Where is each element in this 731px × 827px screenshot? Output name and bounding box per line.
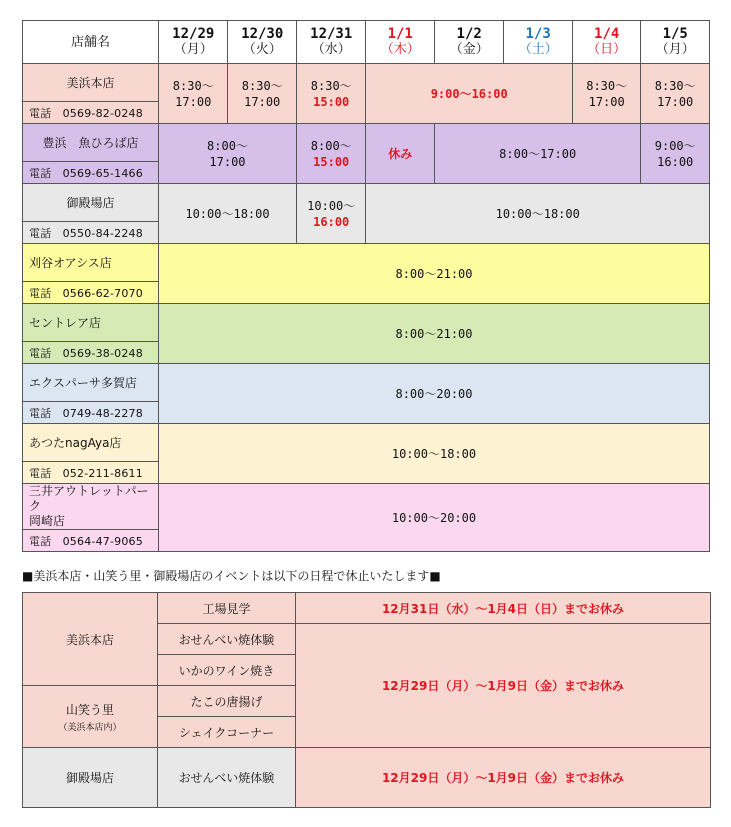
store-phone: 電話 0569-65-1466 [23, 162, 159, 184]
hours-cell: 10:00〜 16:00 [296, 184, 366, 244]
hours-cell: 8:00〜20:00 [158, 364, 709, 424]
closure-period: 12月29日（月）〜1月9日（金）までお休み [296, 748, 711, 808]
event-item: おせんべい焼体験 [158, 748, 296, 808]
hours-cell: 10:00〜18:00 [366, 184, 710, 244]
store-phone: 電話 0569-38-0248 [23, 342, 159, 364]
date-header: 1/2 （金） [434, 21, 504, 64]
event-notice: ■美浜本店・山笑う里・御殿場店のイベントは以下の日程で休止いたします■ [22, 569, 441, 583]
hours-cell: 10:00〜18:00 [158, 424, 709, 484]
store-name: あつたnagAya店 [23, 424, 159, 462]
hours-cell: 8:00〜 15:00 [296, 124, 366, 184]
hours-cell: 8:00〜17:00 [434, 124, 640, 184]
date-header: 1/5 （月） [641, 21, 710, 64]
store-phone: 電話 0566-62-7070 [23, 282, 159, 304]
hours-cell: 8:30〜 17:00 [158, 64, 228, 124]
hours-cell: 8:30〜 17:00 [641, 64, 710, 124]
store-phone: 電話 0550-84-2248 [23, 222, 159, 244]
store-name: セントレア店 [23, 304, 159, 342]
closure-period: 12月31日（水）〜1月4日（日）までお休み [296, 593, 711, 624]
hours-cell: 8:00〜21:00 [158, 304, 709, 364]
business-hours-table [22, 20, 710, 552]
header-row [23, 21, 710, 64]
hours-cell: 8:30〜 17:00 [572, 64, 640, 124]
event-item: いかのワイン焼き [158, 655, 296, 686]
date-header-saturday: 1/3 （土） [504, 21, 572, 64]
store-phone: 電話 0564-47-9065 [23, 530, 159, 552]
closure-period: 12月29日（月）〜1月9日（金）までお休み [296, 624, 711, 748]
date-header-sunday: 1/4 （日） [572, 21, 640, 64]
date-header-holiday: 1/1 （木） [366, 21, 434, 64]
hours-cell: 8:00〜 17:00 [158, 124, 296, 184]
event-store-name: 山笑う里 （美浜本店内） [23, 686, 158, 748]
event-store-name: 御殿場店 [23, 748, 158, 808]
event-item: シェイクコーナー [158, 717, 296, 748]
event-closure-table [22, 592, 711, 808]
store-phone: 電話 0569-82-0248 [23, 102, 159, 124]
hours-cell: 9:00〜 16:00 [641, 124, 710, 184]
hours-cell: 10:00〜18:00 [158, 184, 296, 244]
event-item: たこの唐揚げ [158, 686, 296, 717]
store-name: エクスパーサ多賀店 [23, 364, 159, 402]
store-name: 刈谷オアシス店 [23, 244, 159, 282]
store-header: 店舗名 [23, 21, 159, 64]
store-name: 御殿場店 [23, 184, 159, 222]
hours-cell: 10:00〜20:00 [158, 484, 709, 552]
closed-cell: 休み [366, 124, 434, 184]
store-name: 三井アウトレットパーク 岡崎店 [23, 484, 159, 530]
hours-cell: 8:30〜 15:00 [296, 64, 366, 124]
event-store-name: 美浜本店 [23, 593, 158, 686]
date-header: 12/29 （月） [158, 21, 228, 64]
date-header: 12/30 （火） [228, 21, 296, 64]
date-header: 12/31 （水） [296, 21, 366, 64]
store-name: 美浜本店 [23, 64, 159, 102]
special-hours-cell: 9:00〜16:00 [366, 64, 572, 124]
hours-cell: 8:00〜21:00 [158, 244, 709, 304]
store-phone: 電話 0749-48-2278 [23, 402, 159, 424]
store-phone: 電話 052-211-8611 [23, 462, 159, 484]
hours-cell: 8:30〜 17:00 [228, 64, 296, 124]
event-item: 工場見学 [158, 593, 296, 624]
store-name: 豊浜 魚ひろば店 [23, 124, 159, 162]
event-item: おせんべい焼体験 [158, 624, 296, 655]
